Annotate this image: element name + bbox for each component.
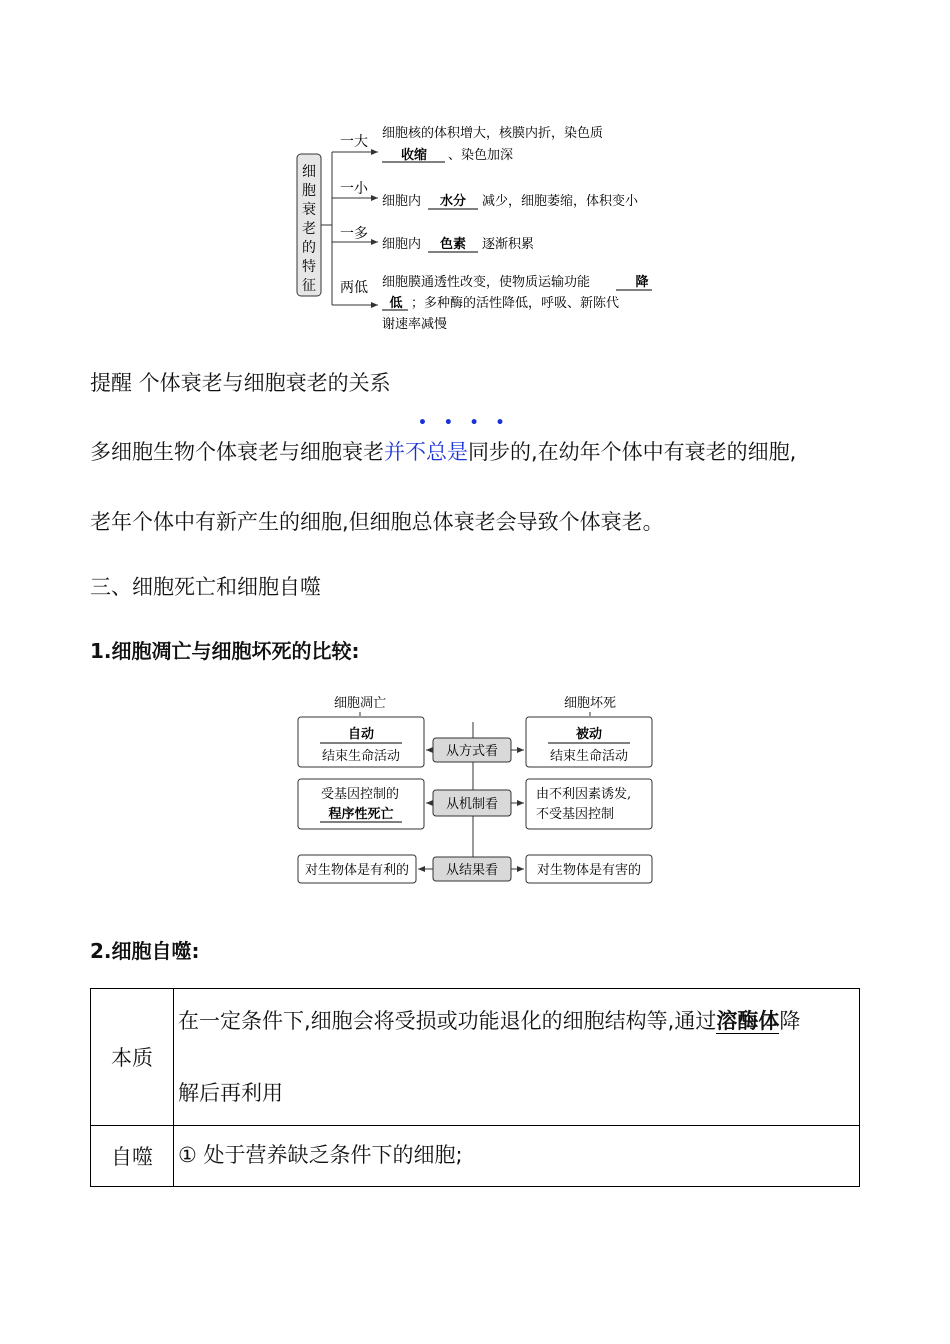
branch-text: 、染色加深 — [448, 148, 514, 163]
center-label: 从机制看 — [445, 797, 499, 812]
left-answer: 自动 — [347, 727, 375, 742]
table-label: 自噬 — [91, 1126, 174, 1187]
branch-text: 细胞膜通透性改变，使物质运输功能 — [382, 275, 591, 290]
branch-label: 一多 — [340, 226, 368, 242]
left-text: 结束生命活动 — [321, 749, 401, 764]
apoptosis-title: 细胞凋亡 — [333, 696, 387, 711]
necrosis-title: 细胞坏死 — [563, 696, 617, 711]
title-char: 衰 — [302, 202, 316, 218]
left-text: 对生物体是有利的 — [304, 863, 410, 878]
table-cell — [174, 989, 860, 1126]
subsection-heading-2: 2.细胞自噬: — [90, 939, 200, 963]
senescence-diagram — [290, 118, 670, 338]
table-label: 本质 — [91, 989, 174, 1126]
reminder-title: 提醒 个体衰老与细胞衰老的关系 — [90, 371, 391, 395]
cell-emphasis: 溶酶体 — [716, 1009, 780, 1033]
table-row — [91, 1126, 860, 1187]
section-heading: 三、细胞死亡和细胞自噬 — [90, 575, 321, 599]
branch-answer: 水分 — [439, 194, 467, 209]
branch-text: 谢速率减慢 — [382, 317, 448, 332]
title-char: 征 — [302, 278, 316, 294]
table-row — [91, 989, 860, 1126]
cell-text: 解后再利用 — [178, 1081, 283, 1105]
reminder-text: 多细胞生物个体衰老与细胞衰老 — [90, 440, 384, 464]
title-char: 的 — [302, 240, 316, 256]
right-text: 不受基因控制 — [536, 807, 615, 822]
branch-label: 一小 — [340, 181, 368, 197]
autophagy-table — [90, 988, 860, 1187]
title-char: 特 — [302, 259, 316, 275]
right-answer: 被动 — [575, 727, 603, 742]
cell-text: 在一定条件下,细胞会将受损或功能退化的细胞结构等,通过 — [178, 1009, 717, 1033]
branch-answer: 低 — [389, 296, 403, 311]
reminder-text: 同步的,在幼年个体中有衰老的细胞, — [468, 440, 797, 464]
right-text: 对生物体是有害的 — [536, 863, 642, 878]
branch-text: ；多种酶的活性降低，呼吸、新陈代 — [411, 296, 620, 311]
title-char: 细 — [302, 164, 316, 180]
left-text: 受基因控制的 — [320, 787, 400, 802]
right-text: 结束生命活动 — [549, 749, 629, 764]
title-char: 胞 — [302, 183, 316, 199]
branch-label: 一大 — [340, 134, 368, 150]
reminder-line1 — [90, 438, 796, 466]
left-answer: 程序性死亡 — [328, 807, 394, 822]
branch-text: 逐渐积累 — [482, 237, 535, 252]
cell-text: 降 — [779, 1009, 801, 1033]
branch-text: 细胞内 — [382, 194, 422, 209]
branch-answer: 收缩 — [400, 148, 428, 163]
branch-text: 细胞内 — [382, 237, 422, 252]
emphasis-dots: • • • • — [418, 415, 505, 431]
branch-label: 两低 — [340, 280, 368, 296]
branch-text: 减少，细胞萎缩，体积变小 — [482, 194, 639, 209]
table-cell: ① 处于营养缺乏条件下的细胞; — [174, 1126, 860, 1187]
center-label: 从结果看 — [445, 863, 499, 878]
reminder-line2: 老年个体中有新产生的细胞,但细胞总体衰老会导致个体衰老。 — [90, 510, 664, 534]
branch-answer: 色素 — [439, 237, 467, 252]
comparison-diagram — [290, 688, 660, 888]
center-label: 从方式看 — [445, 744, 499, 759]
reminder-emphasis: 并不总是 — [384, 440, 468, 464]
subsection-heading-1: 1.细胞凋亡与细胞坏死的比较: — [90, 639, 360, 663]
branch-text: 细胞核的体积增大，核膜内折，染色质 — [382, 126, 604, 141]
title-char: 老 — [302, 221, 316, 237]
right-text: 由不利因素诱发, — [536, 787, 632, 802]
branch-answer: 降 — [635, 275, 649, 290]
